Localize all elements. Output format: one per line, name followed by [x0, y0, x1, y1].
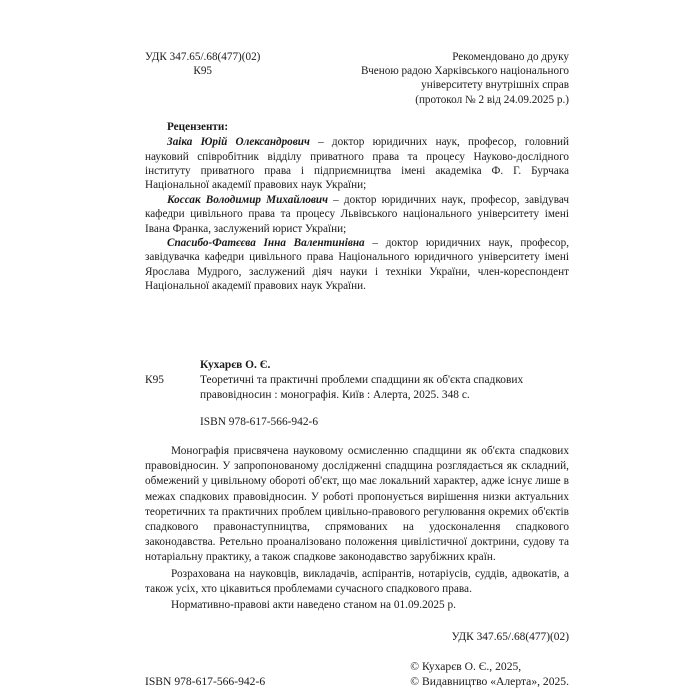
- copyright-line-author: © Кухарєв О. Є., 2025,: [410, 660, 522, 673]
- book-author: Кухарєв О. Є.: [200, 358, 271, 371]
- reviewer-entry-2: [145, 193, 569, 236]
- page-footer: [145, 660, 569, 689]
- reviewer-description-1: – доктор юридичних наук, професор, головний науковий співробітник відділу приватного права та процесу Науково-дослідного інституту приватного права і підприємництва імені академіка Ф. Г. Бурчака Національної академії правових наук України;: [145, 136, 569, 192]
- top-block: [145, 50, 569, 107]
- annotation-paragraph-2: Розрахована на науковців, викладачів, аспірантів, нотаріусів, суддів, адвокатів, а також усіх, хто цікавиться проблемами сучасного спадкового права.: [145, 567, 569, 595]
- reviewers-heading: Рецензенти:: [167, 120, 229, 133]
- reviewer-name-3: Спасибо-Фатєєва Інна Валентинівна: [167, 237, 365, 250]
- recommendation-block: [361, 50, 569, 107]
- reviewer-name-1: Заіка Юрій Олександрович: [167, 136, 310, 149]
- udc-classification-block: [145, 50, 260, 78]
- recommendation-line-2: Вченою радою Харківського національного: [361, 65, 569, 78]
- annotation-section: [145, 444, 569, 613]
- reviewer-name-2: Коссак Володимир Михайлович: [167, 193, 329, 206]
- annotation-paragraph-3: Нормативно-правові акти наведено станом на 01.09.2025 р.: [171, 599, 456, 612]
- udc-code: УДК 347.65/.68(477)(02): [145, 51, 261, 63]
- copyright-block: [410, 660, 569, 689]
- bibliographic-record: [145, 358, 569, 430]
- reviewer-description-3: – доктор юридичних наук, професор, завідувачка кафедри цивільного права Національного юридичного університету імені Ярослава Мудрого, заслужений діяч науки і техніки України, член-кореспондент Національної академії правових наук України.: [145, 237, 569, 293]
- isbn-footer: ISBN 978-617-566-942-6: [145, 674, 266, 688]
- reviewer-entry-3: [145, 236, 569, 294]
- annotation-paragraph-1: Монографія присвячена науковому осмисленню спадщини як об'єкта спадкових правовідносин. У запропонованому дослідженні спадщина розглядається як складний, обмежений у цивільному обороті об'єкт, що має локальний характер, адже існує лише в межах спадкових правовідносин. У роботі пропонується вирішення низки актуальних теоретичних та практичних проблем цивільно-правового регулювання окремих об'єктів спадкового правонаступництва, спрямованих на удосконалення спадкового законодавства. Ретельно проаналізовано положення цивілістичної доктрини, судову та нотаріальну практику, а також спадкове законодавство зарубіжних країн.: [145, 445, 569, 564]
- copyright-line-publisher: © Видавництво «Алерта», 2025.: [410, 674, 569, 688]
- page-content: [145, 50, 569, 643]
- bibliographic-description-row: [145, 373, 569, 402]
- isbn-primary: ISBN 978-617-566-942-6: [200, 416, 319, 429]
- cutter-number-top: К95: [193, 65, 213, 78]
- recommendation-line-3: університету внутрішніх справ: [421, 79, 569, 92]
- book-title-description: Теоретичні та практичні проблеми спадщини як об'єкта спадкових правовідносин : монографія. Київ : Алерта, 2025. 348 с.: [200, 374, 524, 401]
- cutter-number-bib: К95: [145, 374, 164, 387]
- reviewers-section: [145, 120, 569, 294]
- udc-code-repeat: УДК 347.65/.68(477)(02): [451, 631, 569, 644]
- reviewer-description-2: – доктор юридичних наук, професор, завідувач кафедри цивільного права та процесу Львівського національного університету імені Івана Франка, заслужений юрист України;: [145, 193, 569, 235]
- recommendation-line-4: (протокол № 2 від 24.09.2025 р.): [415, 93, 569, 106]
- recommendation-line-1: Рекомендовано до друку: [452, 51, 569, 63]
- reviewer-entry-1: [145, 135, 569, 193]
